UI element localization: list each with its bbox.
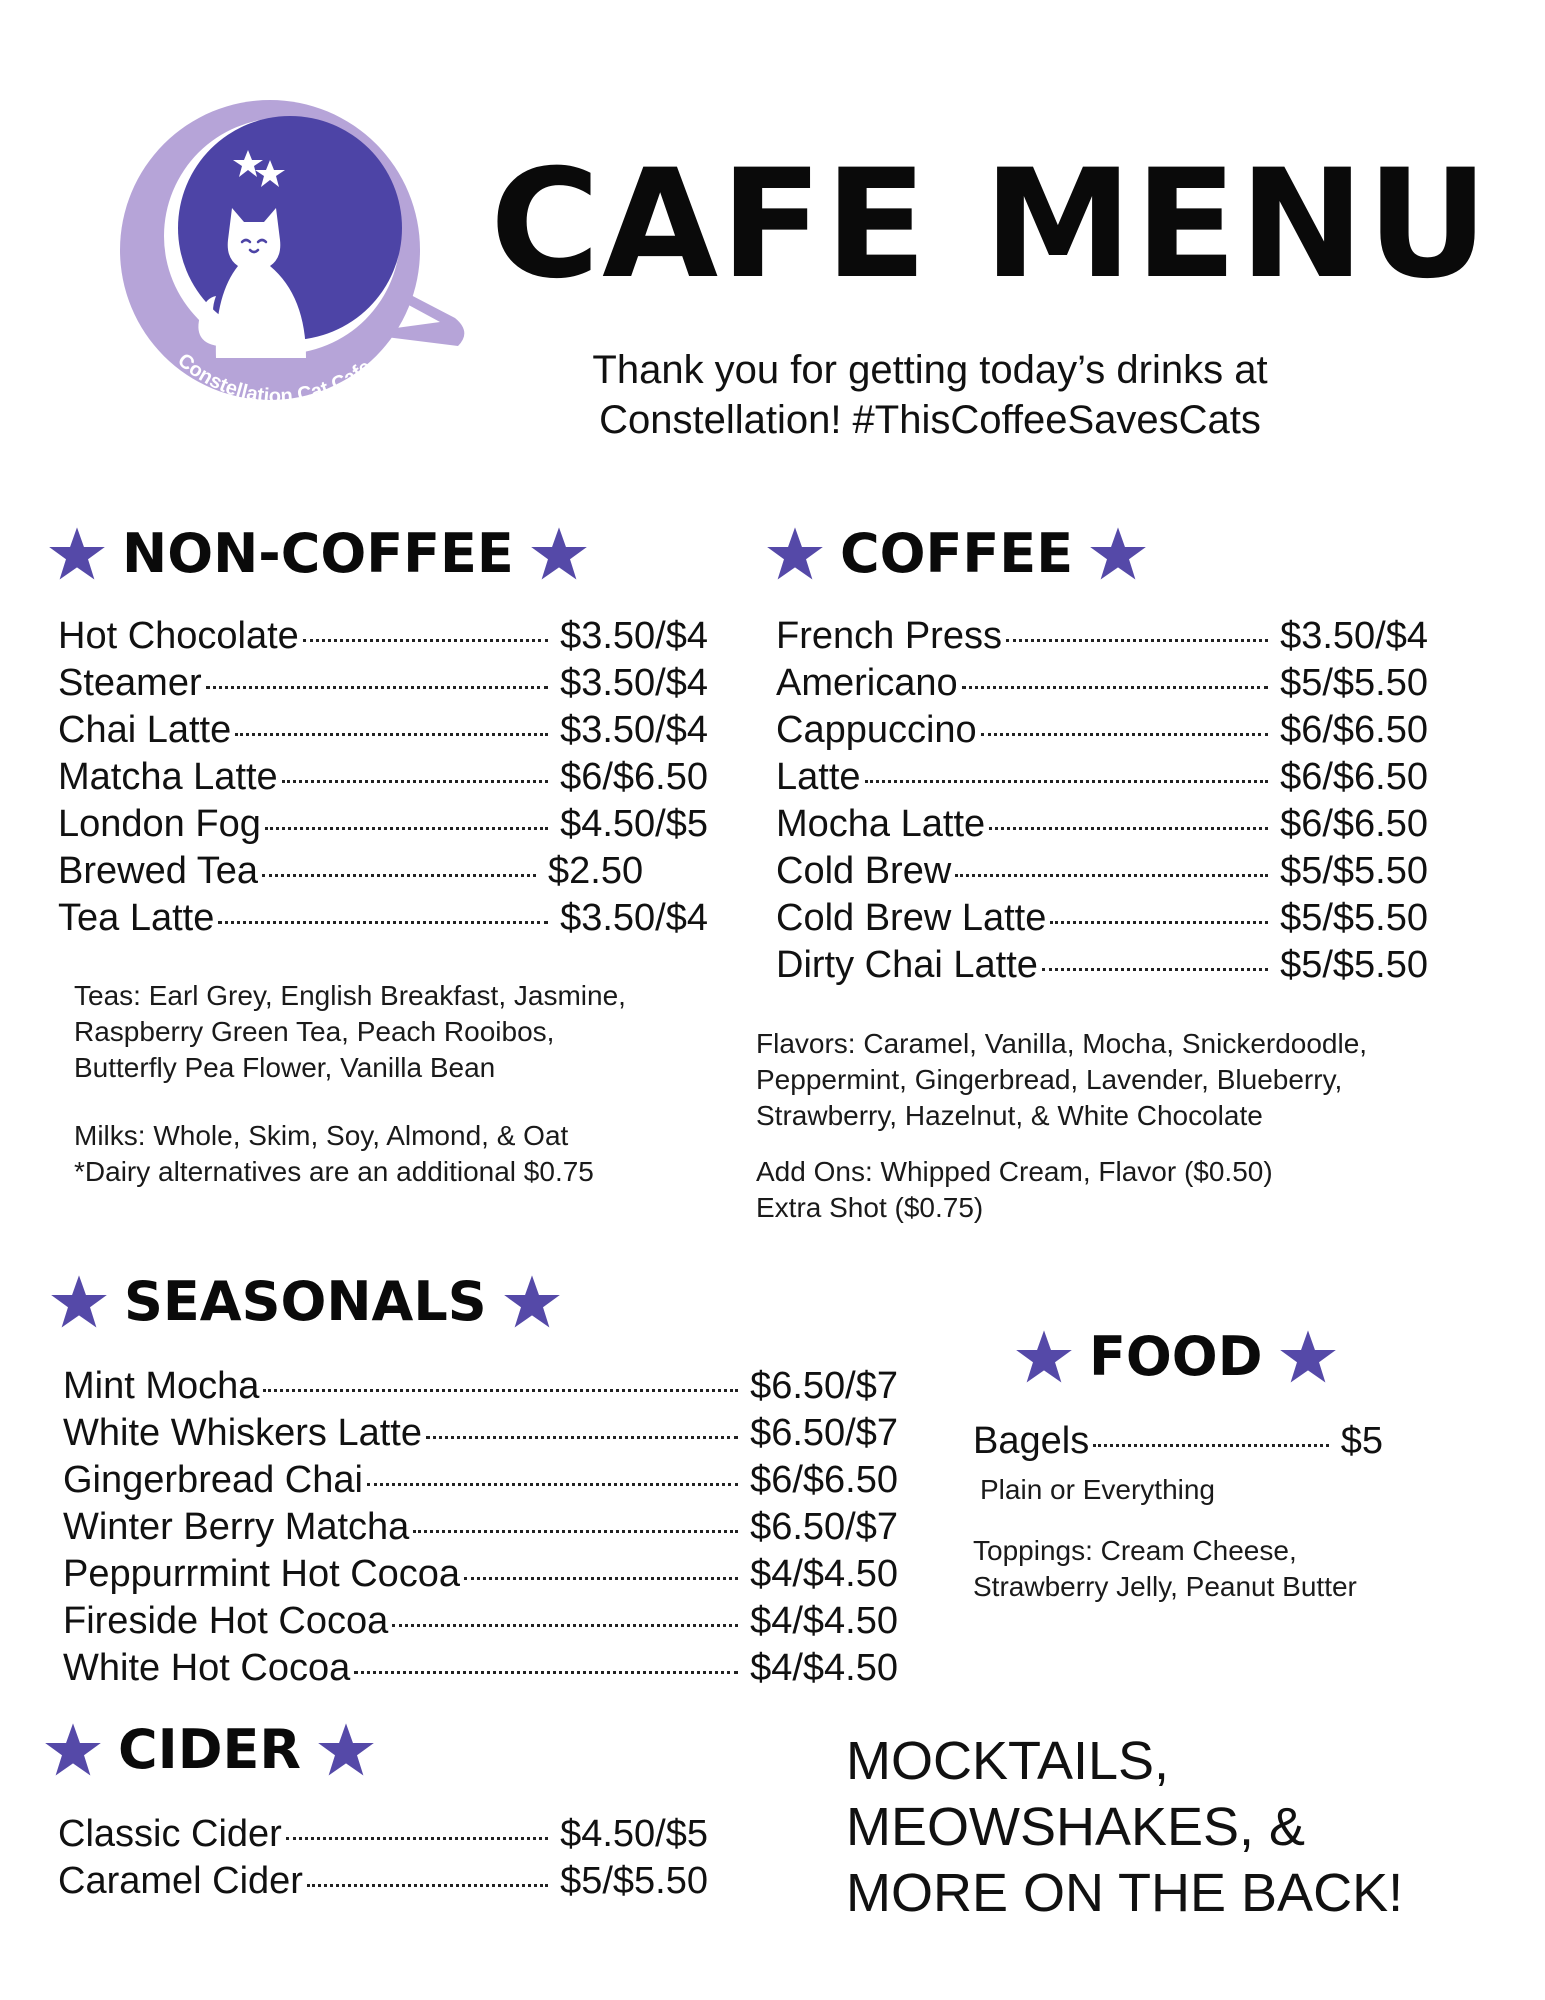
cider-heading bbox=[44, 1718, 375, 1781]
section-title: NON-COFFEE bbox=[122, 522, 514, 585]
cider-list bbox=[58, 1813, 708, 1907]
star-icon bbox=[1015, 1328, 1073, 1386]
menu-item: Peppurrmint Hot Cocoa $4/$4.50 bbox=[63, 1553, 898, 1595]
section-title: COFFEE bbox=[840, 522, 1074, 585]
menu-item: Brewed Tea $2.50 bbox=[58, 850, 644, 892]
star-icon bbox=[50, 1273, 108, 1331]
menu-item: French Press $3.50/$4 bbox=[776, 615, 1428, 657]
menu-item: Latte $6/$6.50 bbox=[776, 756, 1428, 798]
coffee-list bbox=[776, 615, 1428, 991]
seasonals-list bbox=[63, 1365, 898, 1694]
menu-item: Bagels $5 bbox=[973, 1420, 1383, 1462]
menu-item: Tea Latte $3.50/$4 bbox=[58, 897, 708, 939]
menu-item: London Fog $4.50/$5 bbox=[58, 803, 708, 845]
food-list bbox=[973, 1420, 1383, 1467]
menu-item: Winter Berry Matcha $6.50/$7 bbox=[63, 1506, 898, 1548]
non-coffee-list bbox=[58, 615, 708, 944]
menu-item: Cold Brew Latte $5/$5.50 bbox=[776, 897, 1428, 939]
section-title: FOOD bbox=[1089, 1325, 1263, 1388]
coffee-heading bbox=[766, 522, 1147, 585]
star-icon bbox=[317, 1721, 375, 1779]
teas-note: Teas: Earl Grey, English Breakfast, Jasmine, Raspberry Green Tea, Peach Rooibos, Butterfly Pea Flower, Vanilla Bean bbox=[74, 980, 626, 1083]
menu-item: Cappuccino $6/$6.50 bbox=[776, 709, 1428, 751]
star-icon bbox=[1089, 525, 1147, 583]
star-icon bbox=[766, 525, 824, 583]
bagel-note: Plain or Everything bbox=[980, 1474, 1216, 1505]
menu-item: Chai Latte $3.50/$4 bbox=[58, 709, 708, 751]
menu-item: Dirty Chai Latte $5/$5.50 bbox=[776, 944, 1428, 986]
thank-you-message bbox=[530, 345, 1330, 445]
logo-text: Constellation Cat Cafe bbox=[173, 349, 376, 408]
page-title: CAFE MENU bbox=[490, 138, 1491, 312]
thank-you-line-2: Constellation! #ThisCoffeeSavesCats bbox=[599, 398, 1261, 442]
menu-item: Americano $5/$5.50 bbox=[776, 662, 1428, 704]
menu-item: Gingerbread Chai $6/$6.50 bbox=[63, 1459, 898, 1501]
star-icon bbox=[503, 1273, 561, 1331]
menu-item: Steamer $3.50/$4 bbox=[58, 662, 708, 704]
menu-item: Matcha Latte $6/$6.50 bbox=[58, 756, 708, 798]
toppings-note: Toppings: Cream Cheese, Strawberry Jelly, Peanut Butter bbox=[973, 1535, 1357, 1602]
section-title: CIDER bbox=[118, 1718, 302, 1781]
star-icon bbox=[48, 525, 106, 583]
menu-item: Mocha Latte $6/$6.50 bbox=[776, 803, 1428, 845]
non-coffee-heading bbox=[48, 522, 588, 585]
menu-item: Fireside Hot Cocoa $4/$4.50 bbox=[63, 1600, 898, 1642]
star-icon bbox=[530, 525, 588, 583]
seasonals-heading bbox=[50, 1270, 561, 1333]
food-heading bbox=[1015, 1325, 1337, 1388]
add-ons-note: Add Ons: Whipped Cream, Flavor ($0.50) Extra Shot ($0.75) bbox=[756, 1156, 1273, 1223]
menu-item: Cold Brew $5/$5.50 bbox=[776, 850, 1428, 892]
constellation-cat-cafe-logo bbox=[110, 100, 470, 410]
milks-note: Milks: Whole, Skim, Soy, Almond, & Oat *Dairy alternatives are an additional $0.75 bbox=[74, 1120, 594, 1187]
star-icon bbox=[1279, 1328, 1337, 1386]
thank-you-line-1: Thank you for getting today’s drinks at bbox=[592, 348, 1268, 392]
section-title: SEASONALS bbox=[124, 1270, 487, 1333]
menu-item: Classic Cider $4.50/$5 bbox=[58, 1813, 708, 1855]
menu-item: Hot Chocolate $3.50/$4 bbox=[58, 615, 708, 657]
back-of-menu-note: MOCKTAILS, MEOWSHAKES, & MORE ON THE BACK! bbox=[846, 1731, 1404, 1923]
star-icon bbox=[44, 1721, 102, 1779]
flavors-note: Flavors: Caramel, Vanilla, Mocha, Snickerdoodle, Peppermint, Gingerbread, Lavender, Blueberry, Strawberry, Hazelnut, & White Chocolate bbox=[756, 1028, 1368, 1131]
menu-item: Caramel Cider $5/$5.50 bbox=[58, 1860, 708, 1902]
menu-item: Mint Mocha $6.50/$7 bbox=[63, 1365, 898, 1407]
menu-item: White Whiskers Latte $6.50/$7 bbox=[63, 1412, 898, 1454]
menu-item: White Hot Cocoa $4/$4.50 bbox=[63, 1647, 898, 1689]
